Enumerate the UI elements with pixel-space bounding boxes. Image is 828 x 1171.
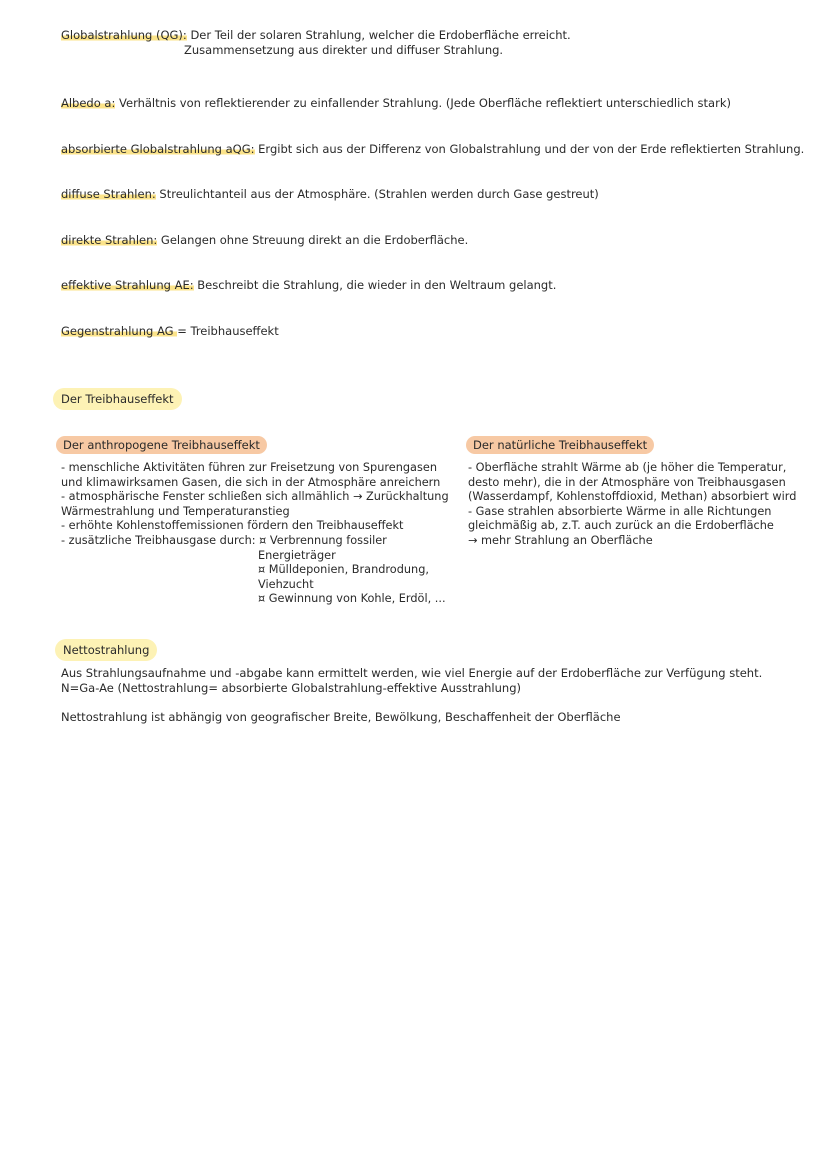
list-line: (Wasserdampf, Kohlenstoffdioxid, Methan) absorbiert wird — [468, 490, 797, 504]
list-line: desto mehr), die in der Atmosphäre von Treibhausgasen — [468, 475, 786, 489]
list-line: gleichmäßig ab, z.T. auch zurück an die Erdoberfläche — [468, 519, 774, 533]
definition-text: = Treibhauseffekt — [177, 324, 279, 338]
list-line: - menschliche Aktivitäten führen zur Freisetzung von Spurengasen — [61, 461, 437, 474]
definition-text: Ergibt sich aus der Differenz von Globalstrahlung und der von der Erde reflektierten Strahlung. — [254, 142, 805, 156]
definition-text: Verhältnis von reflektierender zu einfallender Strahlung. (Jede Oberfläche reflektiert unterschiedlich stark) — [115, 96, 731, 110]
definition-effektive-strahlung — [61, 278, 556, 293]
natuerlich-list — [468, 461, 796, 549]
definition-absorbierte-globalstrahlung — [61, 142, 804, 157]
definition-text: Der Teil der solaren Strahlung, welcher die Erdoberfläche erreicht. — [186, 28, 571, 42]
term: Albedo a: — [61, 96, 116, 110]
definition-text: Gelangen ohne Streuung direkt an die Erdoberfläche. — [157, 233, 469, 247]
section-heading-treibhauseffekt: Der Treibhauseffekt — [53, 388, 182, 410]
definition-direkte-strahlen — [61, 233, 468, 248]
term: absorbierte Globalstrahlung aQG: — [61, 142, 255, 156]
term: diffuse Strahlen: — [61, 187, 156, 201]
list-subline: ¤ Gewinnung von Kohle, Erdöl, ... — [258, 592, 446, 606]
definition-albedo — [61, 96, 731, 111]
list-line: - Oberfläche strahlt Wärme ab (je höher die Temperatur, — [468, 461, 787, 474]
subheading-anthropogen: Der anthropogene Treibhauseffekt — [56, 436, 267, 454]
list-line: Wärmestrahlung und Temperaturanstieg — [61, 504, 290, 518]
definition-continuation: Zusammensetzung aus direkter und diffuser Strahlung. — [184, 43, 504, 57]
netto-line-2: N=Ga-Ae (Nettostrahlung= absorbierte Globalstrahlung-effektive Ausstrahlung) — [61, 681, 521, 695]
subheading-natuerlich: Der natürliche Treibhauseffekt — [466, 436, 654, 454]
list-line: - Gase strahlen absorbierte Wärme in alle Richtungen — [468, 504, 772, 518]
definition-text: Beschreibt die Strahlung, die wieder in den Weltraum gelangt. — [193, 278, 557, 292]
term: effektive Strahlung AE: — [61, 278, 194, 292]
list-subline: ¤ Mülldeponien, Brandrodung, — [258, 563, 429, 577]
netto-note: Nettostrahlung ist abhängig von geografischer Breite, Bewölkung, Beschaffenheit der Oberfläche — [61, 710, 621, 724]
section-heading-nettostrahlung: Nettostrahlung — [55, 639, 157, 661]
list-line: - zusätzliche Treibhausgase durch: ¤ Verbrennung fossiler — [61, 533, 387, 547]
term: direkte Strahlen: — [61, 233, 158, 247]
term: Gegenstrahlung AG — [61, 324, 178, 338]
list-line: - atmosphärische Fenster schließen sich allmählich → Zurückhaltung — [61, 490, 449, 504]
definition-diffuse-strahlen — [61, 187, 599, 202]
term: Globalstrahlung (QG): — [61, 28, 187, 42]
list-line: - erhöhte Kohlenstoffemissionen fördern den Treibhauseffekt — [61, 519, 404, 533]
anthropogen-list — [61, 461, 449, 607]
list-subline: Viehzucht — [258, 577, 314, 591]
definition-globalstrahlung — [61, 28, 571, 43]
list-subline: Energieträger — [258, 548, 336, 562]
list-line: → mehr Strahlung an Oberfläche — [468, 533, 653, 547]
netto-line-1: Aus Strahlungsaufnahme und -abgabe kann ermittelt werden, wie viel Energie auf der Erdoberfläche zur Verfügung steht. — [61, 666, 763, 680]
list-line: und klimawirksamen Gasen, die sich in der Atmosphäre anreichern — [61, 475, 441, 489]
definition-text: Streulichtanteil aus der Atmosphäre. (Strahlen werden durch Gase gestreut) — [155, 187, 599, 201]
definition-gegenstrahlung — [61, 324, 279, 339]
